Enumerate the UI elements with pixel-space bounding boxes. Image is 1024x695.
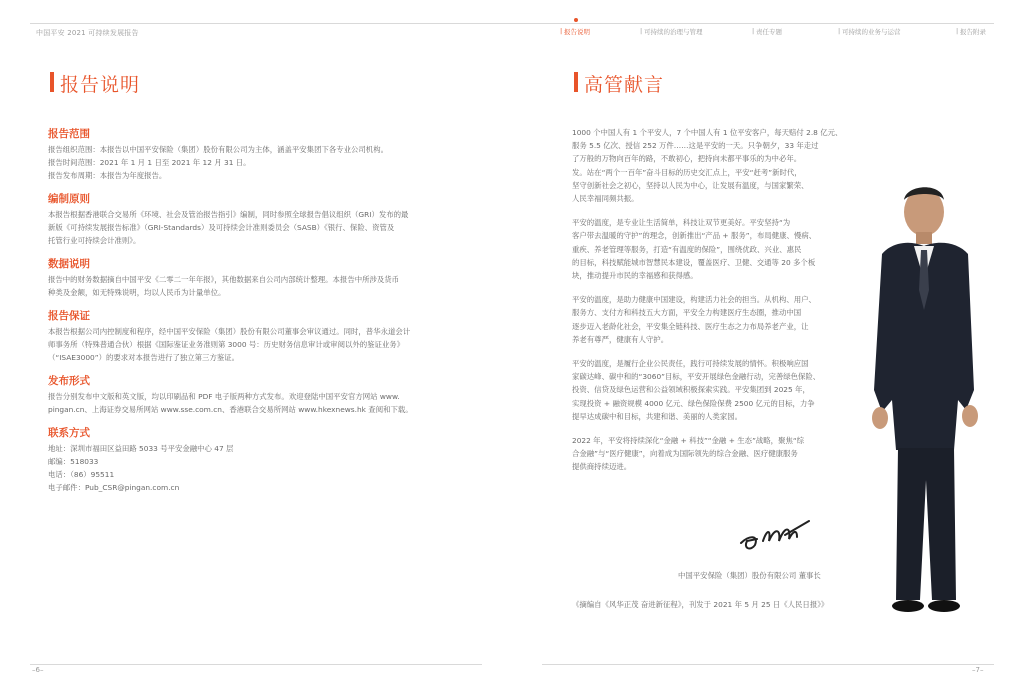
chairman-photo: [862, 150, 992, 620]
message-paragraph: 1000 个中国人有 1 个平安人，7 个中国人有 1 位平安客户，每天赔付 2.8 亿元、 服务 5.5 亿次、授信 252 万件……这是平安的一天。只争朝夕，33 年走过 了万般的万物向百年的路，不敢初心，把持向未都平事乐的为中必年。 发。站在“两个一百年”奋斗目标的历史交汇点上，平安“赶考”新时代， 坚守创新社会之初心，坚持以人民为中心，让发展有温度，与国家繁荣、 人民幸福同频共振。: [572, 128, 843, 204]
title-accent-bar: [50, 72, 54, 92]
left-page-number: –6–: [32, 666, 44, 674]
message-paragraph: 2022 年，平安将持续深化“金融 + 科技”“金融 + 生态”战略，聚焦“综 合金融”与“医疗健康”，向着成为国际领先的综合金融、医疗健康服务 提供商持续迈进。: [572, 436, 805, 472]
assurance-heading: 报告保证: [48, 310, 90, 322]
assurance-line: （“ISAE3000”）的要求对本报告进行了独立第三方鉴证。: [48, 353, 240, 362]
principles-line: 本报告根据香港联合交易所《环境、社会及管治报告指引》编制，同时参照全球报告倡议组织（GRI）发布的最: [48, 210, 409, 219]
header-divider: [30, 23, 994, 24]
message-paragraph: 平安的温度，是助力健康中国建设，构建活力社会的担当。从机构、用户、 服务方、支付方和科技五大方面，平安全力构建医疗生态圈，推动中国 逐步迈入老龄化社会，平安集全链科技、医疗生态之力布局养老产业，让 养老有尊严，健康有人守护。: [572, 295, 816, 344]
data-line: 报告中的财务数据摘自中国平安《二零二一年年报》，其他数据来自公司内部统计整理。本报告中所涉及货币: [48, 275, 400, 284]
chapter-nav: 报告说明 可持续的治理与管理 责任专题 可持续的业务与运营 报告附录 | | | | |: [560, 27, 1000, 39]
principles-line: 托管行业可持续会计准则》。: [48, 236, 141, 245]
nav-item-appendix[interactable]: 报告附录: [960, 28, 986, 36]
source-note: 《摘编自《风华正茂 奋进新征程》，刊发于 2021 年 5 月 25 日《人民日报》》: [572, 600, 829, 609]
principles-heading: 编制原则: [48, 193, 90, 205]
principles-line: 新版《可持续发展报告标准》（GRI-Standards）及可持续会计准则委员会（SASB）《银行、保险、资管及: [48, 223, 395, 232]
assurance-line: 师事务所（特殊普通合伙）根据《国际鉴证业务准则第 3000 号：历史财务信息审计或审阅以外的鉴证业务》: [48, 340, 405, 349]
scope-line: 报告组织范围：本报告以中国平安保险（集团）股份有限公司为主体，涵盖平安集团下各专业公司机构。: [48, 145, 388, 154]
assurance-line: 本报告根据公司内控制度和程序，经中国平安保险（集团）股份有限公司董事会审议通过。同时，普华永道会计: [48, 327, 411, 336]
chairman-signature-icon: [735, 515, 825, 555]
contact-postcode: 邮编：518033: [48, 457, 99, 466]
scope-line: 报告发布周期：本报告为年度报告。: [48, 171, 167, 180]
data-heading: 数据说明: [48, 258, 90, 270]
contact-address: 地址：深圳市福田区益田路 5033 号平安金融中心 47 层: [48, 444, 234, 453]
nav-item-report-description[interactable]: 报告说明: [564, 28, 590, 36]
signer-title: 中国平安保险（集团）股份有限公司 董事长: [678, 571, 821, 580]
release-heading: 发布形式: [48, 375, 90, 387]
nav-item-responsibility[interactable]: 责任专题: [756, 28, 782, 36]
contact-phone: 电话：（86）95511: [48, 470, 115, 479]
right-footer-divider: [542, 664, 994, 665]
left-footer-divider: [30, 664, 482, 665]
release-line: 报告分别发布中文版和英文版，均以印刷品和 PDF 电子版两种方式发布。欢迎登陆中国平安官方网站 www.: [48, 392, 400, 401]
release-line: pingan.cn、上海证券交易所网站 www.sse.com.cn、香港联合交易所网站 www.hkexnews.hk 查阅和下载。: [48, 405, 413, 414]
contact-heading: 联系方式: [48, 427, 90, 439]
left-page-title: 报告说明: [60, 74, 141, 96]
right-page-title: 高管献言: [584, 74, 665, 96]
active-chapter-indicator-icon: [574, 18, 578, 22]
message-paragraph: 平安的温度，是履行企业公民责任，践行可持续发展的情怀。积极响应国 家碳达峰、碳中和的“3060”目标，平安开展绿色金融行动，完善绿色保险、 投资、信贷及绿色运营和公益领域积极探索实践。平安集团到 2025 年， 实现投资 + 融资规模 4000 亿元、绿色保险保费 2500 亿元的目标，力争 提早达成碳中和目标，共建和谐、美丽的人类家园。: [572, 359, 821, 421]
executive-message: [572, 126, 862, 474]
data-line: 种类及金额，如无特殊说明，均以人民币为计量单位。: [48, 288, 226, 297]
left-page-body: [48, 126, 488, 494]
scope-heading: 报告范围: [48, 128, 90, 140]
right-page-number: –7–: [972, 666, 984, 674]
report-header-title: 中国平安 2021 可持续发展报告: [36, 29, 139, 37]
contact-email[interactable]: 电子邮件：Pub_CSR@pingan.com.cn: [48, 483, 180, 492]
message-paragraph: 平安的温度，是专业让生活简单，科技让双节更美好。平安坚持“为 客户带去温暖的守护”的理念，创新推出“产品 + 服务”，布局健康、慢病、 重疾、养老管理等服务，打造“有温度的保险”，围绕优政、兴业、惠民 的目标，科技赋能城市智慧民本建设，覆盖医疗、卫健、交通等 20 多个板 块，推动提升市民的幸福感和获得感。: [572, 218, 817, 281]
title-accent-bar: [574, 72, 578, 92]
scope-line: 报告时间范围：2021 年 1 月 1 日至 2021 年 12 月 31 日。: [48, 158, 251, 167]
nav-item-business-operations[interactable]: 可持续的业务与运营: [842, 28, 901, 36]
nav-item-governance[interactable]: 可持续的治理与管理: [644, 28, 703, 36]
